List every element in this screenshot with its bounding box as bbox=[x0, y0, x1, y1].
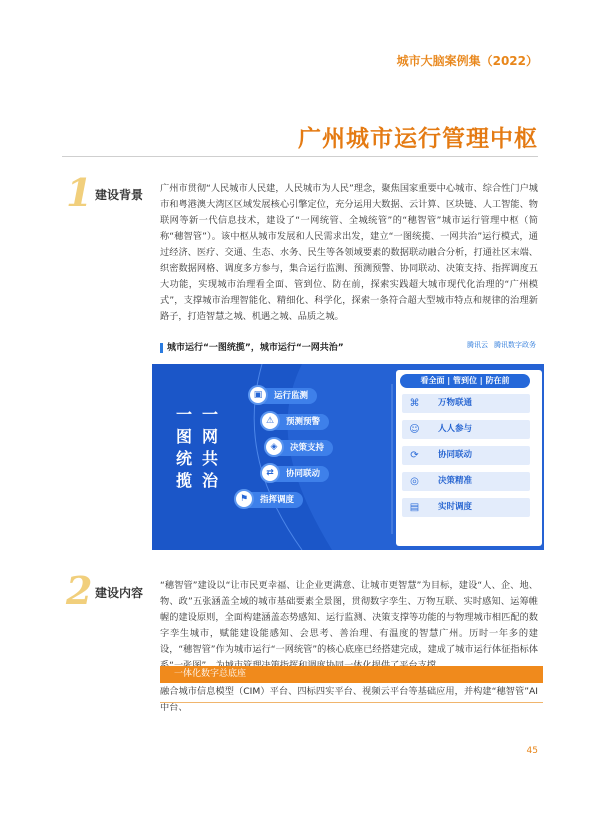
network-icon: ⌘ bbox=[409, 398, 420, 409]
monitor-icon: ▣ bbox=[248, 385, 268, 405]
people-icon: ☺ bbox=[409, 424, 420, 435]
pill-coordination bbox=[264, 466, 329, 482]
panel-item-participation bbox=[402, 420, 530, 439]
link-icon: ⇄ bbox=[260, 463, 280, 483]
section-heading-content: 建设内容 bbox=[95, 586, 144, 600]
sync-icon: ⟳ bbox=[410, 450, 419, 461]
pill-label: 预测预警 bbox=[286, 417, 321, 427]
slogan-char: 统 bbox=[175, 449, 192, 468]
subsection-paragraph: 融合城市信息模型（CIM）平台、四标四实平台、视频云平台等基础应用，并构建“穗智管”AI 中台、 bbox=[160, 686, 538, 713]
panel-item-realtime-dispatch bbox=[402, 498, 530, 517]
panel-item-label: 协同联动 bbox=[438, 450, 473, 460]
slogan-char: 网 bbox=[201, 427, 218, 446]
content-paragraph: “穗智管”建设以“让市民更幸福、让企业更满意、让城市更智慧”为目标，建设“人、企、地、物、政”五张涵盖全域的城市基础要素全景图，贯彻数字孪生、万物互联、实时感知、运筹帷幄的建设原则，全面构建涵盖态势感知、运行监测、决策支撑等功能的与物理城市相匹配的数字孪生城市，赋能建设能感知、会思考、善治理、有温度的智慧广州。历时一年多的建设，“穗智管”作为城市运行“一网统管”的核心底座已经搭建完成，建成了城市运行体征指标体 bbox=[160, 580, 538, 655]
page-title: 广州城市运行管理中枢 bbox=[298, 126, 538, 152]
panel-item-label: 万物联通 bbox=[438, 398, 473, 408]
subsection-bar: 一体化数字总底座 bbox=[160, 666, 543, 683]
slogan-char: 揽 bbox=[175, 471, 192, 490]
slogan-char: 一 bbox=[175, 405, 192, 424]
slogan-col-1 bbox=[172, 404, 196, 492]
pill-command-dispatch bbox=[238, 492, 303, 508]
panel-item-coordination bbox=[402, 446, 530, 465]
pill-label: 协同联动 bbox=[286, 469, 321, 479]
warning-icon: ⚠ bbox=[260, 411, 280, 431]
schedule-icon: ▤ bbox=[409, 502, 420, 513]
slogan-char: 共 bbox=[201, 449, 218, 468]
book-title: 城市大脑案例集（2022） bbox=[396, 54, 538, 68]
slogan-char: 治 bbox=[201, 471, 218, 490]
decision-icon: ◈ bbox=[264, 437, 284, 457]
pill-forecast-warning bbox=[264, 414, 329, 430]
pill-label: 决策支持 bbox=[290, 443, 325, 453]
slogan-col-2 bbox=[198, 404, 222, 492]
section-text-background bbox=[160, 181, 538, 325]
page-number: 45 bbox=[526, 746, 538, 756]
panel-item-connectivity bbox=[402, 394, 530, 413]
footer-divider bbox=[160, 702, 543, 703]
diagram-heading: 城市运行“一图统揽”，城市运行“一网共治” bbox=[160, 340, 344, 353]
section-number-1: 1 bbox=[66, 170, 93, 215]
dispatch-icon: ⚑ bbox=[234, 489, 254, 509]
tencent-gov-logo: 腾讯数字政务 bbox=[494, 341, 536, 349]
section-text-content bbox=[160, 578, 538, 674]
slogan-char: 图 bbox=[175, 427, 192, 446]
pill-run-monitoring bbox=[252, 388, 317, 404]
panel-item-precise-decision bbox=[402, 472, 530, 491]
panel-title: 看全面 | 管到位 | 防在前 bbox=[400, 374, 530, 388]
subsection-text bbox=[160, 684, 538, 716]
pill-label: 指挥调度 bbox=[260, 495, 295, 505]
diagram-logos bbox=[467, 340, 536, 350]
slogan-char: 一 bbox=[201, 405, 218, 424]
section-number-2: 2 bbox=[66, 568, 93, 613]
title-divider bbox=[62, 156, 538, 157]
pill-decision-support bbox=[268, 440, 333, 456]
tencent-cloud-logo: 腾讯云 bbox=[467, 341, 488, 349]
target-icon: ◎ bbox=[410, 476, 419, 487]
architecture-diagram bbox=[152, 336, 544, 550]
panel-item-label: 实时调度 bbox=[438, 502, 473, 512]
section-heading-background: 建设背景 bbox=[95, 188, 144, 202]
panel-item-label: 决策精准 bbox=[438, 476, 473, 486]
pill-label: 运行监测 bbox=[274, 391, 309, 401]
background-paragraph: 广州市贯彻“人民城市人民建，人民城市为人民”理念，聚焦国家重要中心城市、综合性门户城市和粤港澳大湾区区域发展核心引擎定位，充分运用大数据、云计算、区块链、人工智能、物联网等新一代信息技术，建设了“一网统管、全城统管”的“穗智管”城市运行管理中枢（简称“穗智管”）。该中枢从城市发展和人民需求出发，建立“一图统揽、一网共治”运行模式，通过经济、医疗、交通、生态、水务、民生等各领域要素的数据联动融合分析，打通社区末端、织密数据网格、调度多方参与，集合运行监测、预测预警、协同联动、决策支持、指挥调度五大功能，实现城市治理看全面、管到位、防在前，探索实践超大城市现代化治理的“广州模式”，支撑城市治理智能化、精细化、科学化，探索一条符合超大型城市特点和规律的治理新路子，打造智慧之城、机遇之城、品质之城。 bbox=[160, 183, 538, 322]
panel-item-label: 人人参与 bbox=[438, 424, 473, 434]
